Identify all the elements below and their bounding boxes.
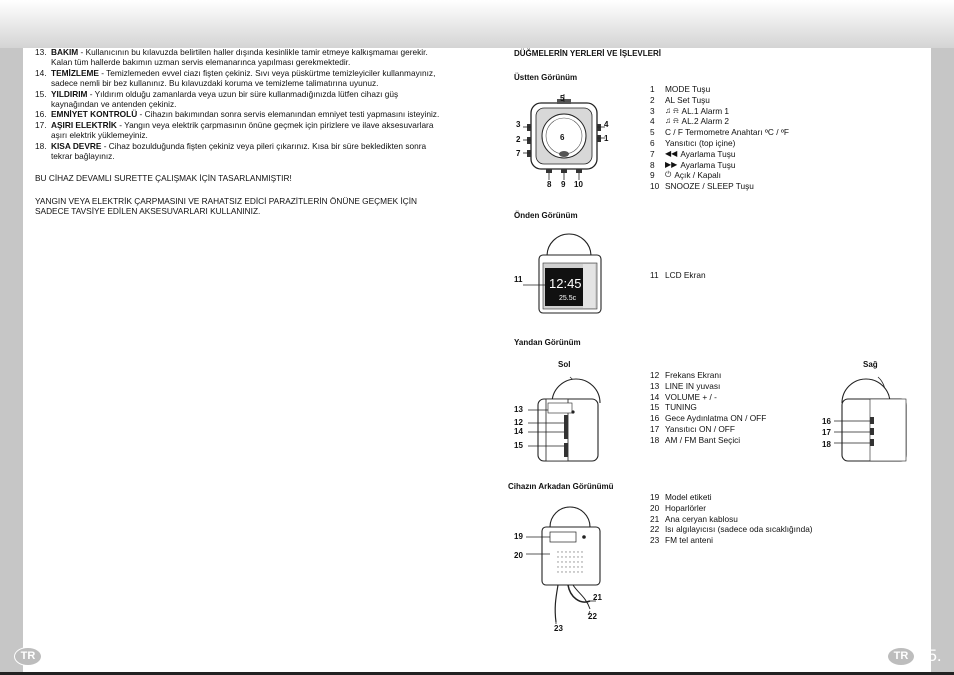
legend-text: Model etiketi [665,492,712,502]
legend-number: 13 [650,380,660,391]
legend-number: 22 [650,524,660,535]
item-text [51,109,439,119]
item-number: 18. [35,140,47,151]
item-body: - Cihaz bozulduğunda fişten çekiniz veya pileri çıkarınız. Kısa bir süre bekledikten sonra tekrar bağlayınız. [51,140,427,162]
svg-text:2: 2 [516,135,521,144]
legend-number: 10 [650,181,660,192]
legend-number: 4 [650,116,655,127]
legend-text: Yansıtıcı (top içine) [665,137,736,148]
lcd-temperature: 25.5c [559,295,577,302]
svg-text:9: 9 [561,180,566,189]
svg-text:6: 6 [560,133,565,142]
svg-text:16: 16 [822,417,831,426]
legend-text: Açık / Kapalı [674,170,721,181]
item-title: BAKIM [51,47,79,57]
legend-item [650,106,789,117]
header-band [0,0,954,48]
legend-item [650,524,813,535]
legend-text: TUNING [665,402,697,413]
item-number: 14. [35,67,47,78]
legend-item [650,535,813,546]
side-view-right-diagram [818,355,924,470]
legend-number: 5 [650,127,655,138]
item-number: 16. [35,109,47,120]
item-title: YILDIRIM [51,88,88,99]
legend-text: AL Set Tuşu [665,94,710,105]
svg-text:7: 7 [516,149,521,158]
legend-number: 6 [650,137,655,148]
svg-text:14: 14 [514,427,523,436]
legend-number: 1 [650,84,655,94]
safety-item [35,141,445,162]
accessories-warning: YANGIN VEYA ELEKTRİK ÇARPMASINI VE RAHATSIZ EDİCİ PARAZİTLERİN ÖNÜNE GEÇMEK İÇİN SADECE TAVSİYE EDİLEN AKSESUVARLARI KULLANINIZ. [35,195,418,217]
front-view-label: Önden Görünüm [514,211,578,220]
power-icon: ⏻ [665,170,672,180]
legend-item [650,84,789,95]
top-view-diagram [510,90,620,190]
back-view-legend [650,492,813,546]
page-badge-right [887,646,942,666]
language-badge: TR [14,647,42,666]
legend-text: C / F Termometre Anahtarı ºC / ºF [665,127,789,138]
legend-number: 19 [650,492,660,502]
legend-item [650,381,766,392]
svg-text:21: 21 [593,593,602,602]
side-view-legend [650,370,766,446]
item-text [51,89,445,110]
svg-text:11: 11 [514,275,523,284]
safety-item [35,47,445,68]
legend-number: 3 [650,105,655,116]
legend-item [650,392,766,403]
left-margin-strip [0,48,23,675]
legend-item [650,514,813,525]
legend-number: 2 [650,94,655,105]
legend-item [650,127,789,138]
item-body: - Kullanıcının bu kılavuzda belirtilen haller dışında kesinlikle tamir etmeye kalkışmamaı gerekir. Kalan tüm hallerde bakımın uzman servis elemanarınca yapılması gerekmektedir. [51,47,428,68]
legend-item [650,435,766,446]
legend-number: 8 [650,159,655,170]
item-text [51,120,445,141]
back-view-label: Cihazın Arkadan Görünümü [508,482,614,491]
item-number: 13. [35,47,47,57]
legend-item [650,95,789,106]
legend-number: 21 [650,513,660,524]
legend-text: Ayarlama Tuşu [680,159,736,170]
back-view-diagram [510,497,625,637]
item-text [51,141,445,162]
front-view-legend [650,270,706,281]
legend-text: Frekans Ekranı [665,370,722,380]
top-view-legend [650,84,789,192]
page-number-left: 94. [45,646,69,665]
legend-item [650,160,789,171]
legend-item [650,181,789,192]
music-bell-icon: ♫ ⍾ [665,116,679,126]
side-view-label: Yandan Görünüm [514,338,581,347]
legend-item [650,149,789,160]
legend-item [650,116,789,127]
legend-item [650,402,766,413]
safety-item [35,89,445,110]
legend-text: Ayarlama Tuşu [680,148,736,159]
page-badge-left [14,646,69,666]
legend-text: VOLUME + / - [665,391,717,402]
page-number-right: 95. [918,646,942,665]
legend-number: 16 [650,413,660,424]
item-title: TEMİZLEME [51,67,99,78]
legend-text: Isı algılayıcısı (sadece oda sıcaklığında) [665,524,813,535]
legend-text: MODE Tuşu [665,84,711,94]
legend-item [650,170,789,181]
legend-item [650,503,813,514]
legend-item [650,413,766,424]
legend-number: 23 [650,535,660,546]
legend-number: 14 [650,391,660,402]
svg-text:19: 19 [514,532,523,541]
legend-text: FM tel anteni [665,535,713,546]
legend-text: LCD Ekran [665,270,706,280]
rewind-icon: ◀◀ [665,148,678,158]
legend-number: 15 [650,402,660,413]
continuous-operation-note: BU CİHAZ DEVAMLI SURETTE ÇALIŞMAK İÇİN TASARLANMIŞTIR! [35,173,292,184]
safety-item [35,120,445,141]
legend-text: AL.2 Alarm 2 [681,116,730,127]
item-number: 17. [35,119,47,130]
svg-text:1: 1 [604,134,609,143]
item-body: - Cihazın bakımından sonra servis elemanından emniyet testi yapmasını isteyiniz. [137,109,440,120]
svg-text:8: 8 [547,180,552,189]
right-side-label: Sağ [863,360,878,369]
item-title: KISA DEVRE [51,140,102,151]
svg-text:18: 18 [822,440,831,449]
item-body: - Yangın veya elektrik çarpmasının önüne geçmek için pirizlere ve ilave aksesuvarlara aşırı elektrik yüklemeyiniz. [51,119,434,141]
side-view-left-diagram [510,355,620,470]
legend-number: 12 [650,370,660,380]
svg-text:23: 23 [554,624,563,633]
legend-text: LINE IN yuvası [665,380,721,391]
legend-item [650,138,789,149]
right-margin-strip [931,48,954,675]
svg-text:4: 4 [604,120,609,129]
legend-item [650,424,766,435]
fast-forward-icon: ▶▶ [665,159,678,169]
legend-text: Ana ceryan kablosu [665,513,738,524]
safety-item [35,109,445,119]
top-view-label: Üstten Görünüm [514,73,578,82]
svg-text:10: 10 [574,180,583,189]
legend-number: 7 [650,148,655,159]
item-title: EMNİYET KONTROLÜ [51,109,138,120]
music-bell-icon: ♫ ⍾ [665,105,679,115]
legend-number: 9 [650,170,655,181]
item-number: 15. [35,88,47,99]
legend-item [650,492,813,503]
legend-text: AM / FM Bant Seçici [665,434,741,445]
item-text [51,47,445,68]
item-title: AŞIRI ELEKTRİK [51,119,117,130]
front-view-diagram [510,230,620,320]
legend-number: 20 [650,502,660,513]
safety-instructions [35,47,445,217]
legend-text: Hoparlörler [665,502,707,513]
legend-number: 11 [650,270,659,280]
svg-text:17: 17 [822,428,831,437]
item-body: - Temizlemeden evvel ciazı fişten çekiniz. Sıvı veya püskürtme temizleyiciler kullanmayınız, sadece nemli bir bez kullanınız. Bu kılavuzdaki koruma ve temizleme talimatırına uyunuz. [51,67,436,89]
svg-text:3: 3 [516,120,521,129]
legend-number: 17 [650,423,660,434]
svg-text:13: 13 [514,405,523,414]
lcd-time: 12:45 [549,276,582,291]
legend-item [650,370,766,381]
safety-item [35,68,445,89]
legend-text: Yansıtıcı ON / OFF [665,423,735,434]
left-side-label: Sol [558,360,571,369]
legend-text: AL.1 Alarm 1 [681,105,730,116]
legend-text: SNOOZE / SLEEP Tuşu [665,181,754,192]
svg-text:22: 22 [588,612,597,621]
item-body: - Yıldırım olduğu zamanlarda veya uzun bir süre kullanmadığınızda lütfen cihazı güş kaynağından ve antenden çekiniz. [51,88,399,110]
svg-text:15: 15 [514,441,523,450]
svg-text:5: 5 [560,94,565,103]
section-title: DÜĞMELERİN YERLERİ VE İŞLEVLERİ [514,49,661,58]
svg-text:12: 12 [514,418,523,427]
legend-number: 18 [650,434,660,445]
language-badge: TR [887,647,915,666]
legend-text: Gece Aydınlatma ON / OFF [665,413,767,424]
legend-item [650,270,706,281]
item-text [51,68,445,89]
svg-text:20: 20 [514,551,523,560]
